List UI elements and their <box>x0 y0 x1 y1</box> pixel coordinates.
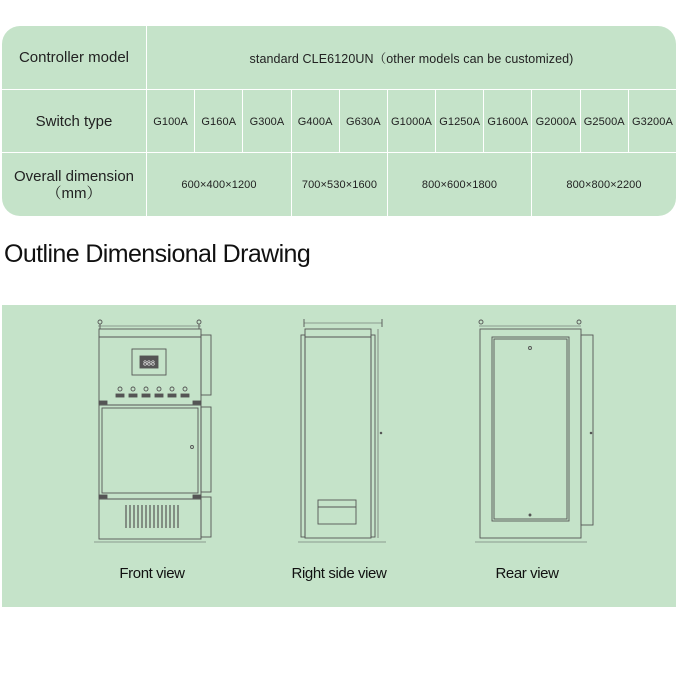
dimension-cell: 800×800×2200 <box>531 153 676 216</box>
drawing-panel <box>2 305 676 607</box>
controller-model-value: standard CLE6120UN（other models can be customized) <box>146 26 676 89</box>
switch-type-label: Switch type <box>35 113 113 130</box>
ventilation-grille <box>126 505 178 528</box>
side-gland-plate <box>318 500 356 524</box>
front-view-label: Front view <box>119 565 185 582</box>
lifting-eye <box>479 320 483 324</box>
controller-model-row <box>2 26 676 89</box>
overall-dimension-unit: （mm） <box>46 185 102 202</box>
section-title: Outline Dimensional Drawing <box>4 240 311 268</box>
lifting-eye <box>197 320 201 324</box>
controller-model-label: Controller model <box>18 49 130 66</box>
switch-type-row <box>2 89 676 153</box>
switch-type-cell: G1600A <box>483 90 531 153</box>
rear-door <box>492 337 569 521</box>
side-flange <box>201 497 211 537</box>
switch-type-cell: G160A <box>194 90 242 153</box>
lifting-eye <box>577 320 581 324</box>
front-view-drawing <box>94 320 211 542</box>
side-flange <box>201 335 211 395</box>
rear-view-drawing <box>475 320 593 542</box>
dimension-cell: 700×530×1600 <box>291 153 387 216</box>
side-flange <box>201 407 211 492</box>
switch-type-cell: G1250A <box>435 90 483 153</box>
dimension-cell: 800×600×1800 <box>387 153 531 216</box>
display-digits: 888 <box>143 360 155 368</box>
overall-dimension-label-text: Overall dimension <box>13 168 135 185</box>
spec-table <box>2 26 676 216</box>
switch-type-cell: G400A <box>291 90 339 153</box>
switch-type-cell: G2000A <box>531 90 579 153</box>
switch-type-cell: G1000A <box>387 90 435 153</box>
switch-type-cell: G630A <box>339 90 387 153</box>
right-side-view-drawing <box>298 319 386 542</box>
switch-type-cell: G2500A <box>580 90 628 153</box>
rear-view-label: Rear view <box>495 565 559 582</box>
outline-drawing <box>2 305 676 607</box>
overall-dimension-label <box>2 153 146 216</box>
overall-dimension-row <box>2 152 676 216</box>
middle-door <box>102 408 198 493</box>
lifting-eye <box>98 320 102 324</box>
rear-cabinet-outline <box>480 329 581 538</box>
control-buttons <box>116 387 189 397</box>
switch-type-cell: G300A <box>242 90 290 153</box>
right-side-view-label: Right side view <box>291 565 387 582</box>
dimension-cell: 600×400×1200 <box>146 153 291 216</box>
switch-type-cell: G3200A <box>628 90 676 153</box>
switch-type-cell: G100A <box>146 90 194 153</box>
